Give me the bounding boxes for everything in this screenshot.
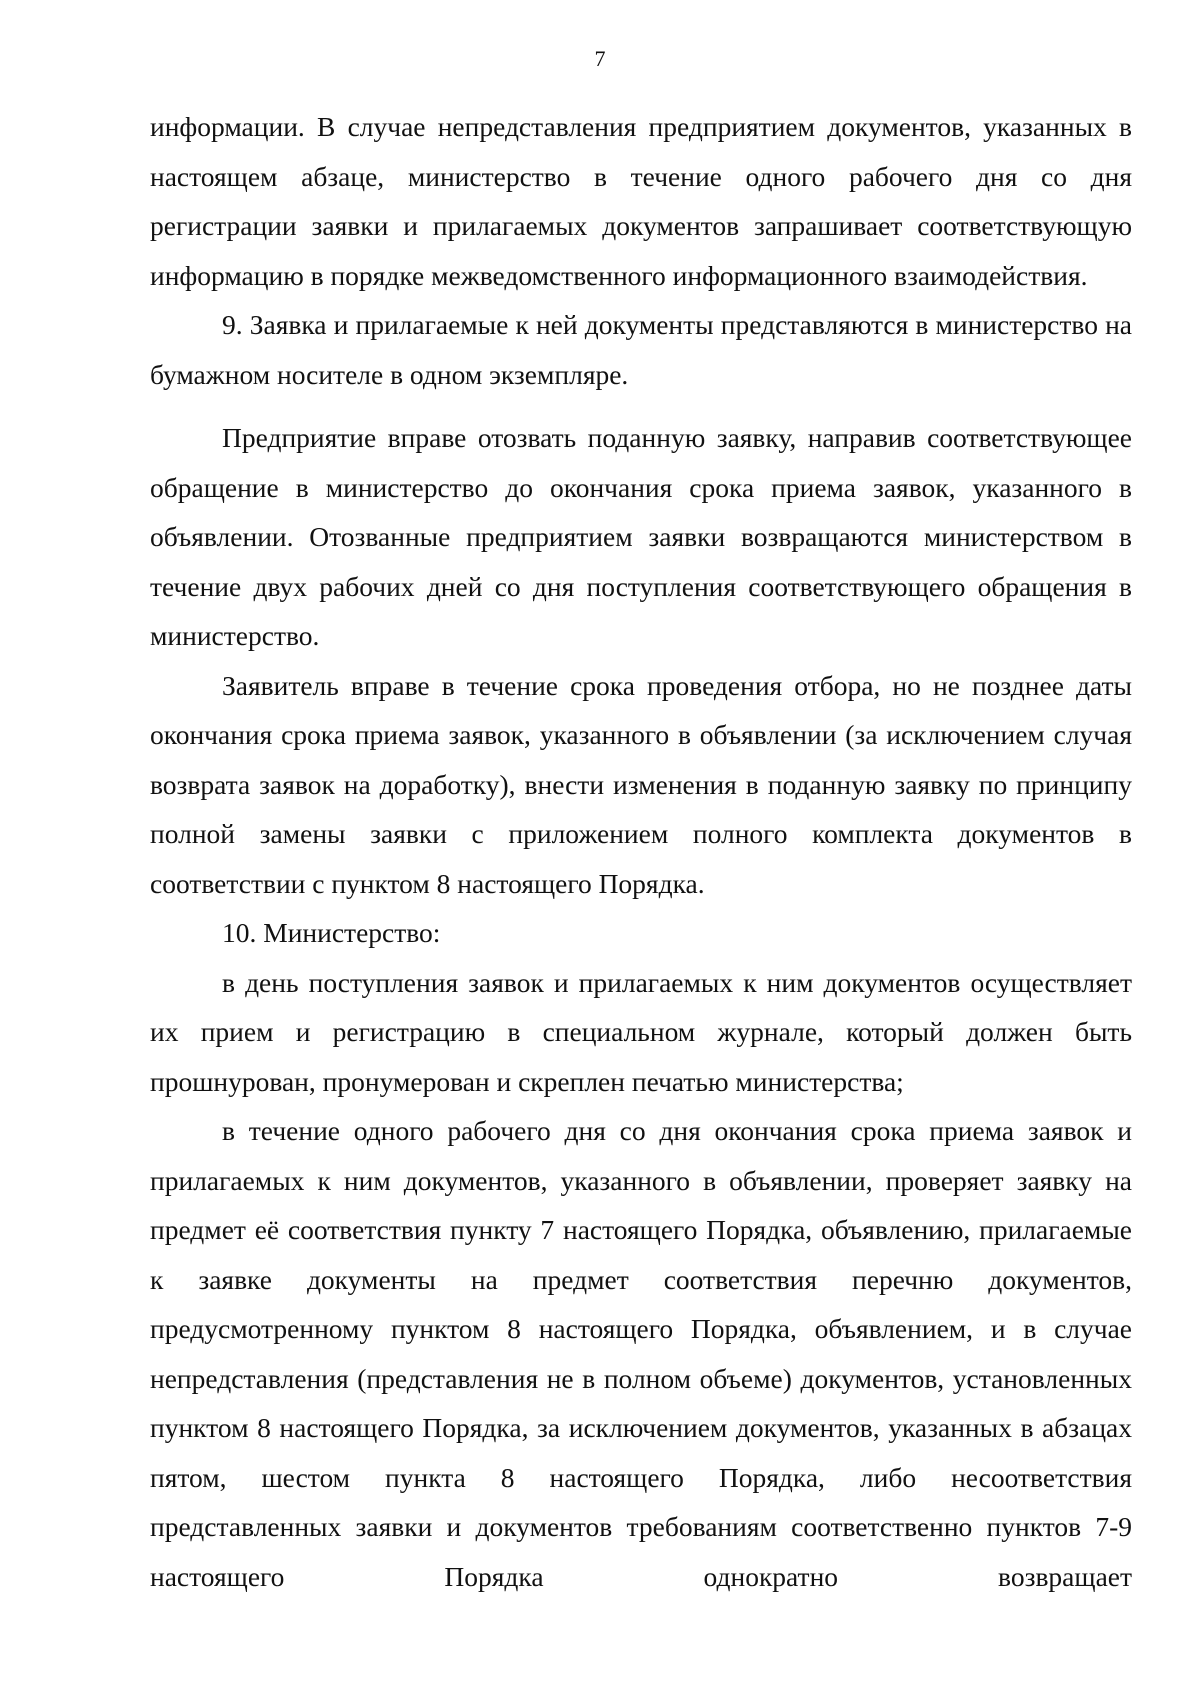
paragraph-changes: Заявитель вправе в течение срока проведения отбора, но не позднее даты окончания срока приема заявок, указанного в объявлении (за исключением случая возврата заявок на доработку), внести изменения в поданную заявку по принципу полной замены заявки с приложением полного комплекта документов в соответствии с пунктом 8 настоящего Порядка. bbox=[150, 669, 1132, 899]
paragraph-receipt-registration: в день поступления заявок и прилагаемых к ним документов осуществляет их прием и регистрацию в специальном журнале, который должен быть прошнурован, пронумерован и скреплен печатью министерства; bbox=[150, 966, 1132, 1097]
page-number: 7 bbox=[594, 46, 606, 71]
paragraph-withdrawal: Предприятие вправе отозвать поданную заявку, направив соответствующее обращение в министерство до окончания срока приема заявок, указанного в объявлении. Отозванные предприятием заявки возвращаются министерством в течение двух рабочих дней со дня поступления соответствующего обращения в министерство. bbox=[150, 422, 1132, 651]
paragraph-item-9: 9. Заявка и прилагаемые к ней документы представляются в министерство на бумажном носителе в одном экземпляре. bbox=[150, 309, 1132, 390]
paragraph-item-10-heading: 10. Министерство: bbox=[222, 917, 441, 948]
paragraph-verification: в течение одного рабочего дня со дня окончания срока приема заявок и прилагаемых к ним документов, указанного в объявлении, проверяет заявку на предмет её соответствия пункту 7 настоящего Порядка, объявлению, прилагаемые к заявке документы на предмет соответствия перечню документов, предусмотренному пунктом 8 настоящего Порядка, объявлением, и в случае непредставления (представления не в полном объеме) документов, установленных пунктом 8 настоящего Порядка, за исключением документов, указанных в абзацах пятом, шестом пункта 8 настоящего Порядка, либо несоответствия представленных заявки и документов требованиям соответственно пунктов 7-9 настоящего Порядка однократно возвращает bbox=[150, 1115, 1132, 1592]
paragraph-continuation: информации. В случае непредставления предприятием документов, указанных в настоящем абзаце, министерство в течение одного рабочего дня со дня регистрации заявки и прилагаемых документов запрашивает соответствующую информацию в порядке межведомственного информационного взаимодействия. bbox=[150, 111, 1132, 291]
document-body bbox=[150, 102, 1132, 1601]
